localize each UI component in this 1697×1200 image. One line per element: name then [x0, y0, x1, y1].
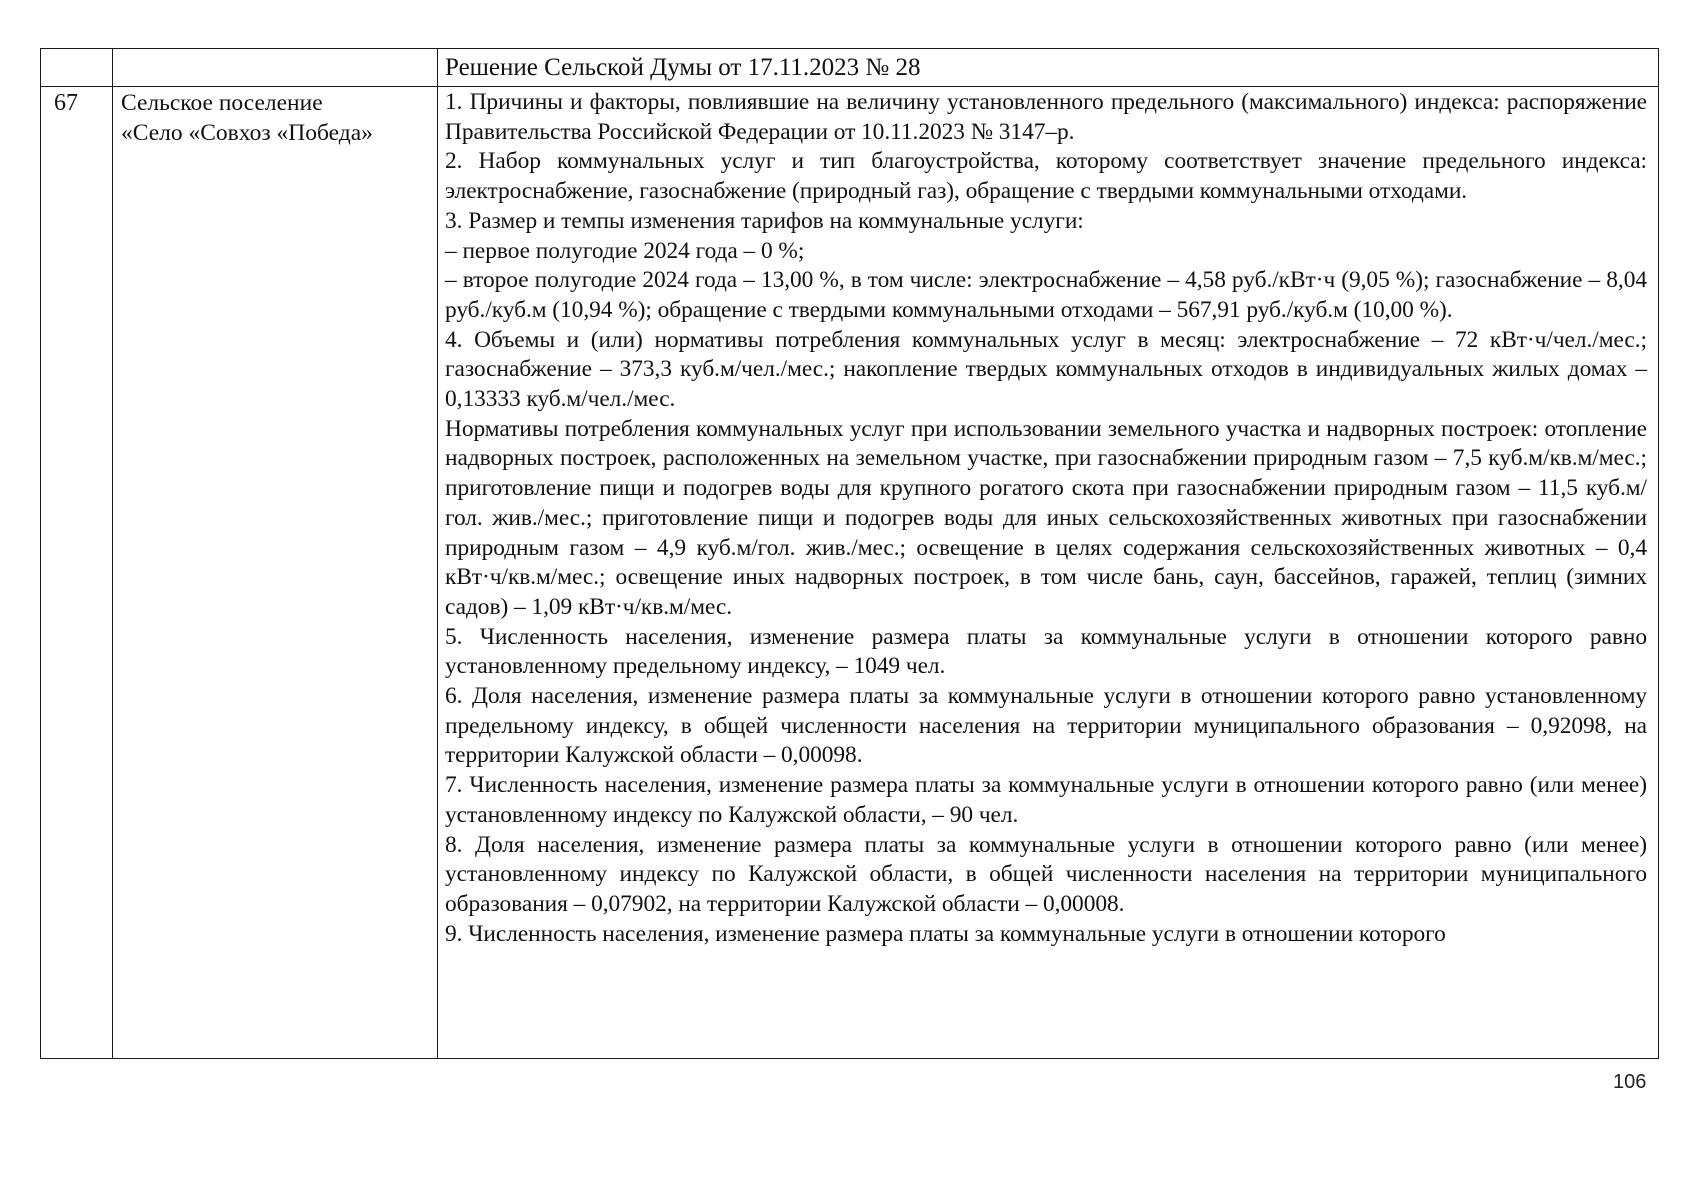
row-number: 67 — [41, 87, 113, 1059]
document-table — [40, 48, 1659, 1059]
description-cell — [438, 87, 1659, 1059]
page-number: 106 — [1613, 1071, 1647, 1093]
table-header-row — [41, 49, 1659, 87]
header-title: Решение Сельской Думы от 17.11.2023 № 28 — [438, 49, 1659, 87]
paragraph-4: 4. Объемы и (или) нормативы потребления коммунальных услуг в месяц: электроснабжение – 72 кВт·ч/чел./мес.; газоснабжение – 373,3 куб.м/чел./мес.; накопление твердых коммунальных отходов в индивидуальных жилых домах – 0,13333 куб.м/чел./мес. — [445, 326, 1647, 413]
settlement-name-line: Сельское поселение — [121, 90, 323, 116]
paragraph-8: 8. Доля населения, изменение размера платы за коммунальные услуги в отношении которого равно (или менее) установленному индексу по Калужской области, в общей численности населения на территории муниципального образования – 0,07902, на территории Калужской области – 0,00008. — [445, 831, 1647, 917]
paragraph-3-first-half: – первое полугодие 2024 года – 0 %; — [445, 237, 805, 264]
paragraph-5: 5. Численность населения, изменение размера платы за коммунальные услуги в отношении которого равно установленному предельному индексу, – 1049 чел. — [445, 623, 1647, 680]
paragraph-1: 1. Причины и факторы, повлиявшие на величину установленного предельного (максимального) индекса: распоряжение Правительства Российской Федерации от 10.11.2023 № 3147–р. — [445, 89, 1647, 145]
settlement-name — [113, 87, 438, 1059]
paragraph-2: 2. Набор коммунальных услуг и тип благоустройства, которому соответствует значение предельного индекса: электроснабжение, газоснабжение (природный газ), обращение с твердыми коммунальными отходами. — [445, 148, 1647, 205]
paragraph-7: 7. Численность населения, изменение размера платы за коммунальные услуги в отношении которого равно (или менее) установленному индексу по Калужской области, – 90 чел. — [445, 772, 1647, 828]
header-number-cell — [41, 49, 113, 87]
paragraph-6: 6. Доля населения, изменение размера платы за коммунальные услуги в отношении которого равно установленному предельному индексу, в общей численности населения на территории муниципального образования – 0,92098, на территории Калужской области – 0,00098. — [445, 683, 1647, 769]
paragraph-3-second-half: – второе полугодие 2024 года – 13,00 %, в том числе: электроснабжение – 4,58 руб./кВт·ч (9,05 %); газоснабжение – 8,04 руб./куб.м (10,94 %); обращение с твердыми коммунальными отходами – 567,91 руб./куб.м (10,00 %). — [445, 267, 1647, 323]
table-row — [41, 87, 1659, 1059]
paragraph-9: 9. Численность населения, изменение размера платы за коммунальные услуги в отношении которого — [445, 920, 1446, 947]
paragraph-4-norms: Нормативы потребления коммунальных услуг при использовании земельного участка и надворных построек: отопление надворных построек, расположенных на земельном участке, при газоснабжении природным газом – 7,5 куб.м/кв.м/мес.; приготовление пищи и подогрев воды для крупного рогатого скота при газоснабжении природным газом – 11,5 куб.м/гол. жив./мес.; приготовление пищи и подогрев воды для иных сельскохозяйственных животных при газоснабжении природным газом – 4,9 куб.м/гол. жив./мес.; освещение в целях содержания сельскохозяйственных животных – 0,4 кВт·ч/кв.м/мес.; освещение иных надворных построек, в том числе бань, саун, бассейнов, гаражей, теплиц (зимних садов) – 1,09 кВт·ч/кв.м/мес. — [445, 415, 1647, 620]
header-name-cell — [113, 49, 438, 87]
settlement-name-line: «Село «Совхоз «Победа» — [121, 120, 373, 146]
paragraph-3: 3. Размер и темпы изменения тарифов на коммунальные услуги: — [445, 207, 1084, 234]
